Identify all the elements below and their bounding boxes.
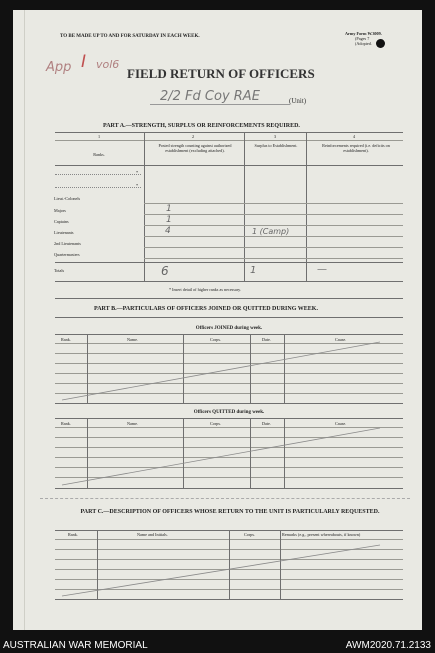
joined-title: Officers JOINED during week. — [195, 326, 263, 331]
rank-custom-1: * — [136, 170, 139, 175]
col-number-1: 1 — [98, 134, 101, 139]
partc-col-remarks: Remarks (e.g., present whereabouts, if known) — [282, 532, 361, 537]
joined-col-cause: Cause. — [335, 337, 347, 342]
partc-col-rank: Rank. — [68, 532, 78, 537]
col-number-2: 2 — [192, 134, 195, 139]
volume-annotation: vol6 — [96, 58, 120, 71]
rank-lieutenants: Lieutenants — [54, 230, 74, 235]
rank-custom-2: * — [136, 183, 139, 188]
footer-institution: AUSTRALIAN WAR MEMORIAL — [3, 640, 148, 651]
quitted-col-cause: Cause. — [335, 421, 347, 426]
joined-col-name: Name. — [127, 337, 139, 342]
joined-col-corps: Corps. — [210, 337, 222, 342]
lieutenants-posted-value: 4 — [165, 226, 171, 236]
majors-posted-value: 1 — [166, 204, 172, 214]
rank-captains: Captains — [54, 219, 69, 224]
header-instruction: TO BE MADE UP TO AND FOR SATURDAY IN EACH WEEK. — [60, 34, 200, 39]
footer-accession-number: AWM2020.71.2133 — [345, 640, 431, 651]
part-c-heading: PART C.—DESCRIPTION OF OFFICERS WHOSE RETURN TO THE UNIT IS PARTICULARLY REQUESTED. — [80, 509, 380, 515]
part-a-footnote: * Insert detail of higher ranks as necessary. — [169, 287, 242, 292]
app-annotation: App — [46, 60, 72, 75]
quitted-strike-line — [62, 428, 380, 485]
totals-surplus-value: 1 — [250, 265, 257, 276]
quitted-col-date: Date. — [262, 421, 271, 426]
lieutenants-surplus-value: 1 (Camp) — [252, 227, 290, 236]
captains-posted-value: 1 — [166, 215, 172, 225]
annex-numeral: I — [81, 52, 87, 72]
totals-posted-value: 6 — [161, 264, 169, 278]
form-title: FIELD RETURN OF OFFICERS — [127, 66, 315, 81]
quitted-title: Officers QUITTED during week. — [193, 410, 265, 415]
col-header-ranks: Ranks. — [93, 152, 105, 157]
partc-col-name: Name and Initials. — [137, 532, 168, 537]
form-number: Army Form W.3009. — [345, 31, 382, 36]
col-number-3: 3 — [274, 134, 277, 139]
rank-majors: Majors — [54, 208, 66, 213]
col-header-posted: Posted strength counting against authorized establishment (excluding attached). — [158, 143, 232, 153]
unit-name: 2/2 Fd Coy RAE — [160, 89, 260, 104]
rank-2nd-lieutenants: 2nd Lieutenants — [54, 241, 81, 246]
quitted-col-rank: Rank. — [61, 421, 71, 426]
joined-col-date: Date. — [262, 337, 271, 342]
part-b-heading: PART B.—PARTICULARS OF OFFICERS JOINED OR QUITTED DURING WEEK. — [94, 306, 318, 312]
joined-strike-line — [62, 342, 380, 400]
part-c-strike-line — [62, 545, 380, 596]
part-a-heading: PART A.—STRENGTH, SURPLUS OR REINFORCEMENTS REQUIRED. — [103, 123, 300, 129]
rank-lieut-colonels: Lieut.-Colonels — [54, 196, 81, 201]
form-adopted: (Adopted. — [355, 41, 372, 46]
col-header-reinforcements: Reinforcements required (i.e. deficits on establishment). — [322, 143, 390, 153]
totals-reinforcements-value: — — [317, 264, 327, 275]
form-pages: (Pages 7 — [355, 36, 370, 41]
unit-label: (Unit) — [289, 97, 307, 105]
totals-label: Totals — [54, 268, 65, 273]
rank-quartermasters: Quartermasters — [54, 252, 80, 257]
col-header-surplus: Surplus to Establishment. — [254, 143, 298, 148]
col-number-4: 4 — [353, 134, 356, 139]
joined-col-rank: Rank. — [61, 337, 71, 342]
partc-col-corps: Corps. — [244, 532, 256, 537]
quitted-col-corps: Corps. — [210, 421, 222, 426]
quitted-col-name: Name. — [127, 421, 139, 426]
